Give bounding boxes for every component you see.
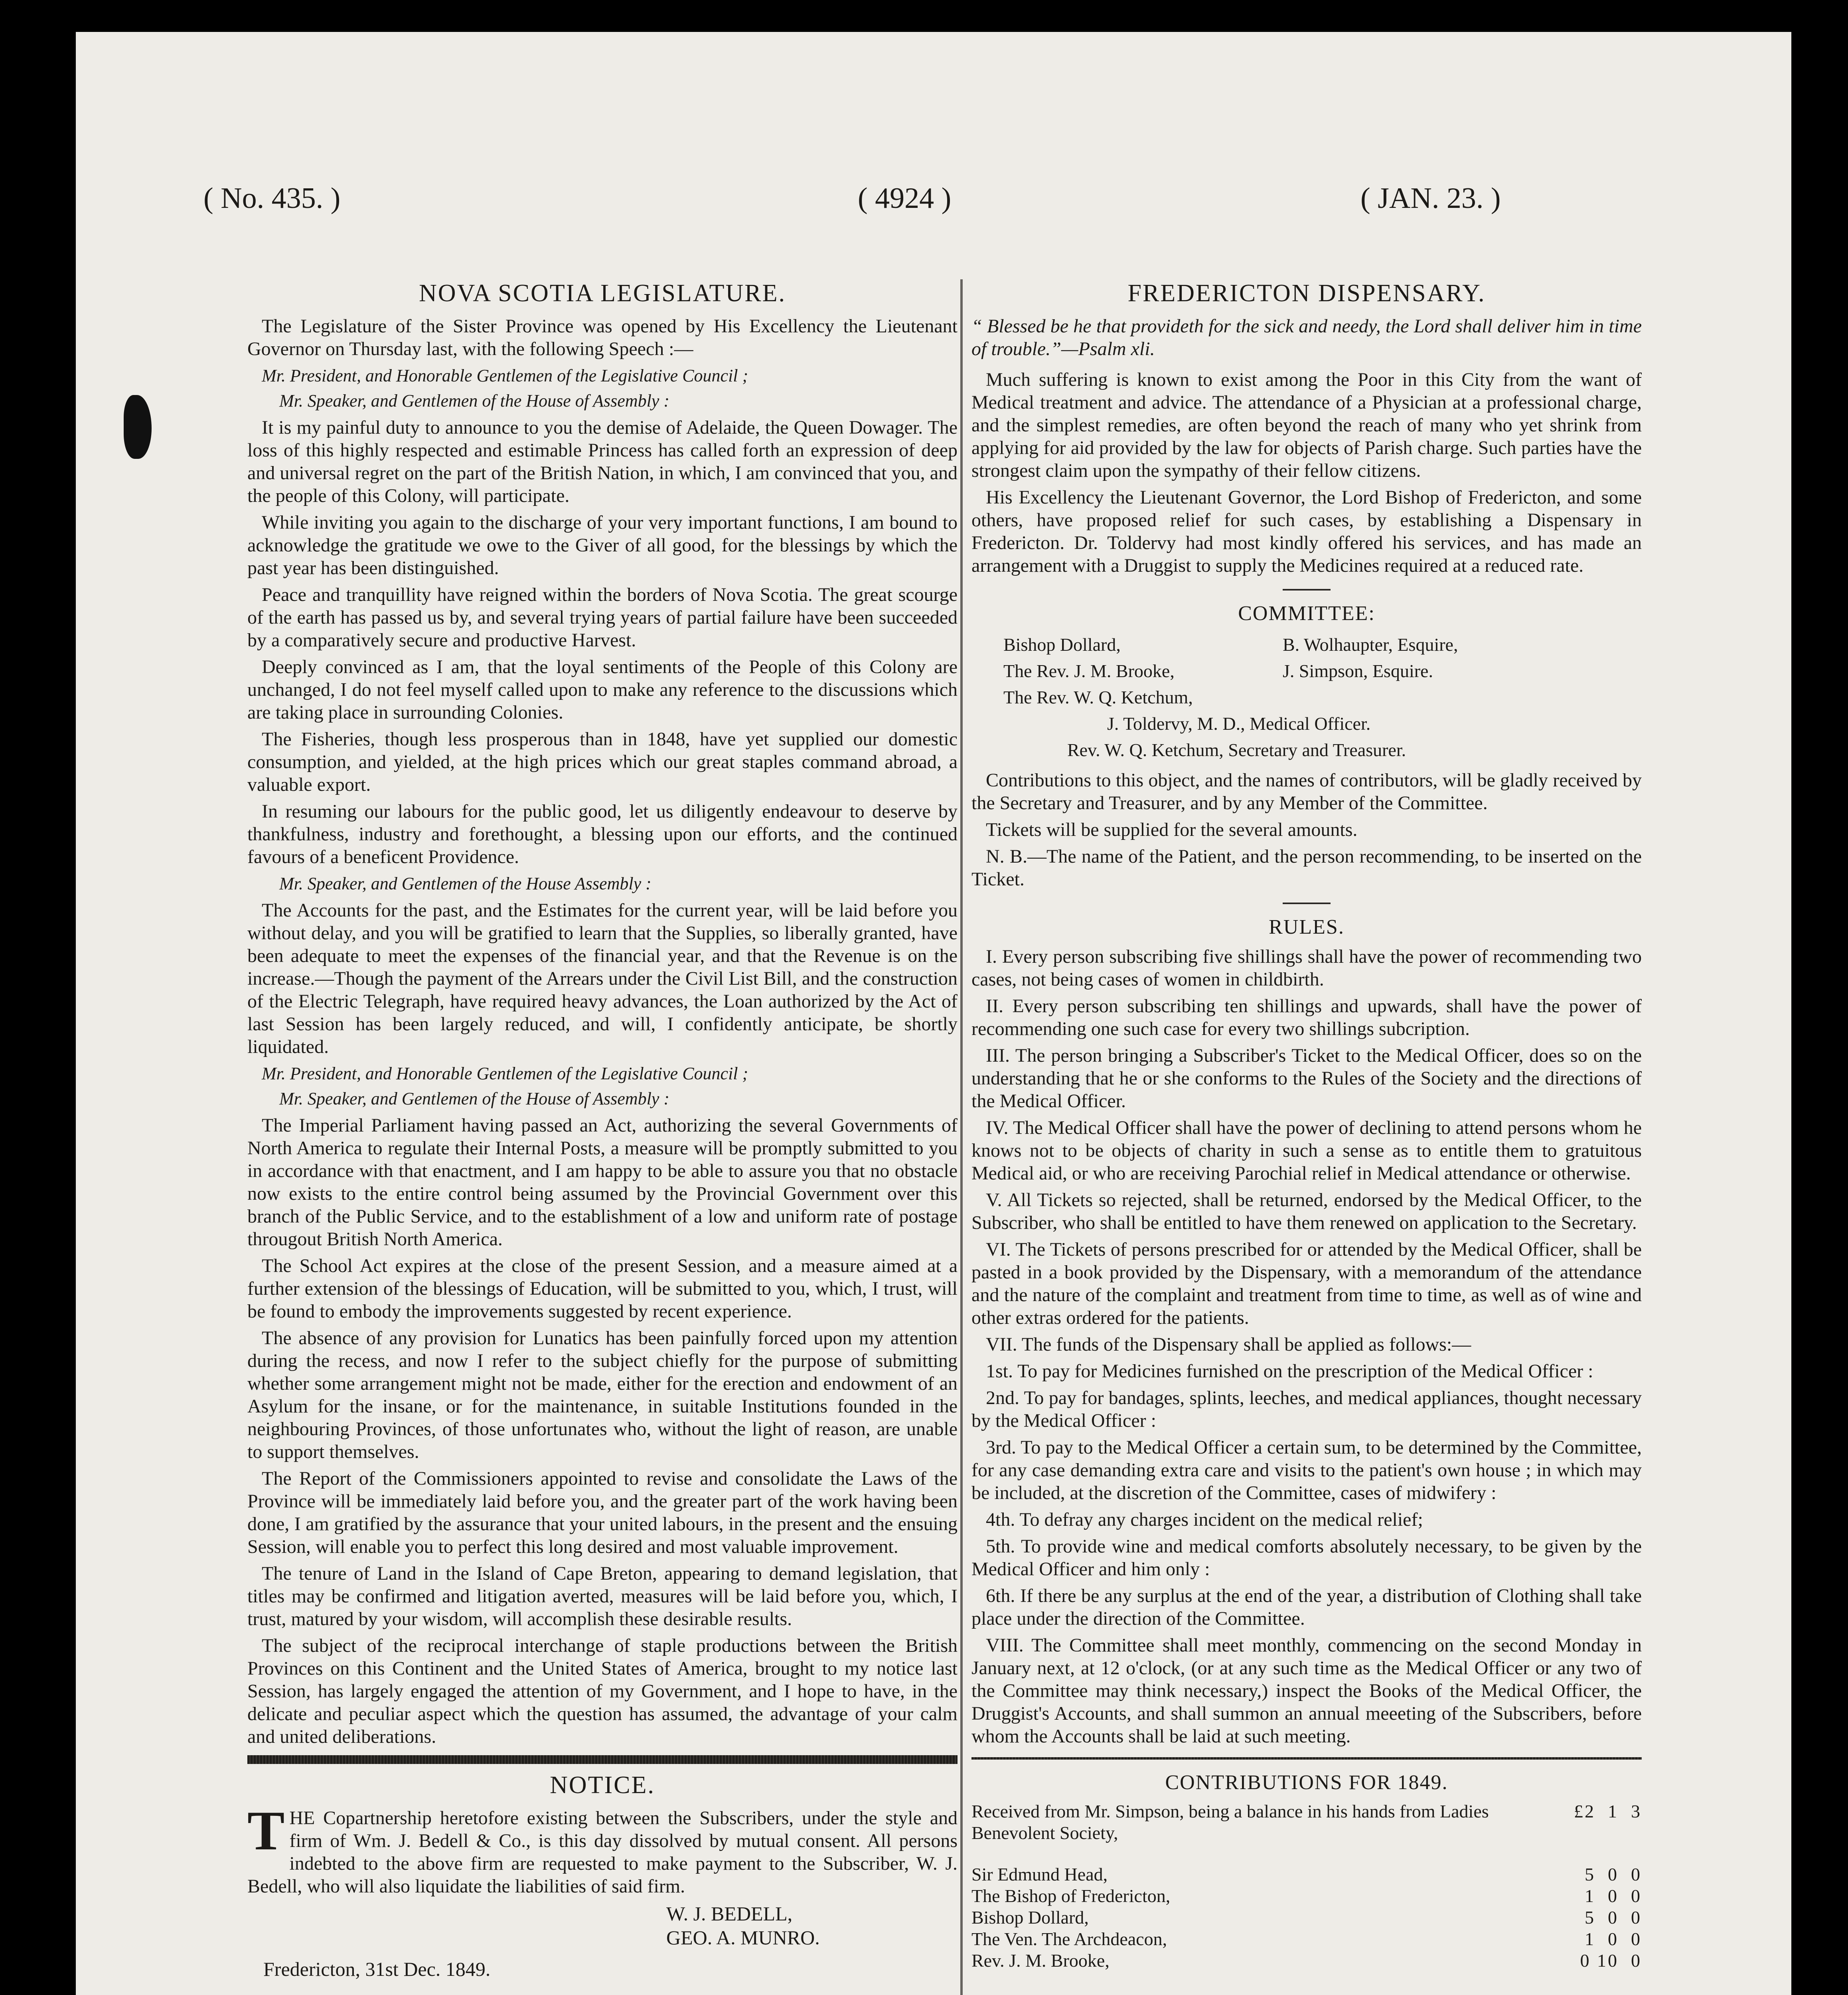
salutation: Mr. President, and Honorable Gentlemen of the Legislative Council ; — [262, 1064, 748, 1083]
committee-row — [971, 658, 1642, 684]
committee-row — [971, 737, 1642, 763]
speech-section-2 — [247, 899, 958, 1058]
contributor-name: Rev. J. M. Brooke, — [971, 1950, 1110, 1971]
rule-item: V. All Tickets so rejected, shall be returned, endorsed by the Medical Officer, to the Subscriber, who shall be entitled to have them renewed on application to the Secretary. — [971, 1189, 1642, 1233]
secretary-treasurer: Rev. W. Q. Ketchum, Secretary and Treasurer. — [1067, 740, 1406, 760]
rule-item: VIII. The Committee shall meet monthly, commencing on the second Monday in January next, at 12 o'clock, (or at any such time as the Medical Officer or any two of the Committee may think necessary,) inspect the Books of the Medical Officer, the Druggist's Accounts, and shall summon an annual meeeting of the Subscribers, before whom the Accounts shall be laid at such meeting. — [971, 1635, 1642, 1747]
contribution-amount: 1 0 0 — [1585, 1929, 1642, 1949]
contributor-name: The Ven. The Archdeacon, — [971, 1929, 1167, 1949]
page-number: ( 4924 ) — [858, 182, 952, 215]
dispensary-paragraph: Much suffering is known to exist among the Poor in this City from the want of Medical treatment and advice. The attendance of a Physician at a professional charge, and the simplest remedies, are often beyond the reach of many who yet shrink from applying for aid provided by the law for objects of Parish charge. Such parties have the strongest claim upon the sympathy of their fellow citizens. — [971, 369, 1642, 481]
speech-paragraph: The Fisheries, though less prosperous than in 1848, have yet supplied our domestic consumption, and yielded, at the high prices which our great staples command abroad, a valuable export. — [247, 729, 958, 795]
newspaper-page — [76, 32, 1791, 1995]
committee-member: The Rev. W. Q. Ketchum, — [1003, 687, 1193, 707]
signer: W. J. BEDELL, — [666, 1902, 793, 1925]
rule-item: VII. The funds of the Dispensary shall be applied as follows:— — [986, 1334, 1471, 1355]
nova-scotia-title: NOVA SCOTIA LEGISLATURE. — [419, 280, 786, 307]
rules-title: RULES. — [1269, 916, 1345, 938]
signer: GEO. A. MUNRO. — [666, 1926, 820, 1949]
contributions-table — [971, 1801, 1642, 1971]
salutation: Mr. Speaker, and Gentlemen of the House Assembly : — [279, 874, 652, 893]
ink-blot — [124, 395, 152, 459]
committee-row — [971, 711, 1642, 737]
committee-row — [971, 684, 1642, 711]
dispensary-intro — [971, 368, 1642, 577]
contributor-name: Sir Edmund Head, — [971, 1864, 1108, 1884]
speech-paragraph: The School Act expires at the close of the present Session, and a measure aimed at a further extension of the blessings of Education, will be submitted to you, which, I trust, will be found to embody the improvements suggested by recent experience. — [247, 1255, 958, 1322]
contribution-amount: 5 0 0 — [1585, 1864, 1642, 1884]
rule-item: 2nd. To pay for bandages, splints, leeches, and medical appliances, thought necessary by the Medical Officer : — [971, 1387, 1642, 1431]
dispensary-paragraph: His Excellency the Lieutenant Governor, the Lord Bishop of Fredericton, and some others, have proposed relief for such cases, by establishing a Dispensary in Fredericton. Dr. Toldervy had most kindly offered his services, and has made an arrangement with a Druggist to supply the Medicines required at a reduced rate. — [971, 487, 1642, 576]
contribution-amount: 5 0 0 — [1585, 1907, 1642, 1928]
dispensary-paragraph: N. B.—The name of the Patient, and the person recommending, to be inserted on the Ticket. — [971, 846, 1642, 890]
contribution-row — [971, 1885, 1642, 1907]
left-column — [247, 279, 958, 1981]
committee-member: J. Simpson, Esquire. — [1283, 661, 1433, 681]
contribution-amount: 0 10 0 — [1580, 1950, 1642, 1971]
rules-list — [971, 945, 1642, 1748]
speech-section-3 — [247, 1114, 958, 1748]
psalm-quote: “ Blessed be he that provideth for the sick and needy, the Lord shall deliver him in time of trouble.”—Psalm xli. — [971, 316, 1642, 359]
rule-item: III. The person bringing a Subscriber's Ticket to the Medical Officer, does so on the understanding that he or she conforms to the Rules of the Society and the directions of the Medical Officer. — [971, 1045, 1642, 1112]
contribution-amount: 1 0 0 — [1585, 1886, 1642, 1906]
rule-item: 6th. If there be any surplus at the end of the year, a distribution of Clothing shall take place under the direction of the Committee. — [971, 1585, 1642, 1629]
salutation: Mr. Speaker, and Gentlemen of the House of Assembly : — [279, 1089, 669, 1108]
column-divider — [960, 279, 963, 1995]
speech-paragraph: Deeply convinced as I am, that the loyal sentiments of the People of this Colony are unchanged, I do not feel myself called upon to make any reference to the discussions which are taking place in surrounding Colonies. — [247, 656, 958, 723]
contribution-row — [971, 1801, 1642, 1864]
contributor-name: The Bishop of Fredericton, — [971, 1886, 1171, 1906]
contribution-notes — [971, 769, 1642, 891]
issue-number: ( No. 435. ) — [203, 182, 341, 215]
speech-paragraph: While inviting you again to the discharge of your very important functions, I am bound to acknowledge the gratitude we owe to the Giver of all good, for the blessings by which the past year has been distinguished. — [247, 512, 958, 579]
drop-cap: T — [247, 1800, 285, 1862]
dispensary-title: FREDERICTON DISPENSARY. — [1127, 280, 1486, 307]
divider — [1283, 903, 1331, 904]
salutation: Mr. President, and Honorable Gentlemen of the Legislative Council ; — [262, 366, 748, 385]
rule-item: II. Every person subscribing ten shillings and upwards, shall have the power of recommending one such case for every two shillings subcription. — [971, 996, 1642, 1039]
rule-item: 5th. To provide wine and medical comforts absolutely necessary, to be given by the Medical Officer and him only : — [971, 1536, 1642, 1580]
speech-paragraph: The Report of the Commissioners appointed to revise and consolidate the Laws of the Province will be immediately laid before you, and the greater part of the work having been done, I am gratified by the assurance that your united labours, in the present and the ensuing Session, will enable you to perfect this long desired and most valuable improvement. — [247, 1468, 958, 1557]
speech-paragraph: Peace and tranquillity have reigned within the borders of Nova Scotia. The great scourge of the earth has passed us by, and several trying years of partial failure have been succeeded by a comparatively secure and productive Harvest. — [247, 584, 958, 651]
rule-item: IV. The Medical Officer shall have the power of declining to attend persons whom he knows not to be objects of charity in such a sense as to entitle them to gratuitous Medical aid, or who are receiving Parochial relief in Medical attendance or otherwise. — [971, 1117, 1642, 1184]
speech-paragraph: In resuming our labours for the public good, let us diligently endeavour to deserve by thankfulness, industry and forethought, a blessing upon our efforts, and the continued favours of a beneficent Providence. — [247, 801, 958, 867]
divider — [1283, 589, 1331, 591]
committee-member: B. Wolhaupter, Esquire, — [1283, 634, 1458, 655]
notice-body: HE Copartnership heretofore existing between the Subscribers, under the style and firm of Wm. J. Bedell & Co., is this day dissolved by mutual consent. All persons indebted to the above firm are requested to make payment to the Subscriber, W. J. Bedell, who will also liquidate the liabilities of said firm. — [247, 1807, 958, 1897]
rule-item: 4th. To defray any charges incident on the medical relief; — [986, 1509, 1423, 1530]
speech-section-1 — [247, 416, 958, 868]
issue-date: ( JAN. 23. ) — [1360, 182, 1501, 215]
rule-item: 3rd. To pay to the Medical Officer a certain sum, to be determined by the Committee, for any case demanding extra care and visits to the patient's own house ; in which may be included, at the discretion of the Committee, cases of midwifery : — [971, 1437, 1642, 1503]
committee-member: The Rev. J. M. Brooke, — [1003, 661, 1175, 681]
contributions-title: CONTRIBUTIONS FOR 1849. — [1165, 1771, 1448, 1794]
speech-paragraph: The tenure of Land in the Island of Cape Breton, appearing to demand legislation, that titles may be confirmed and litigation averted, measures will be laid before you, which, I trust, matured by your wisdom, will accomplish these desirable results. — [247, 1563, 958, 1630]
rule-item: I. Every person subscribing five shillings shall have the power of recommending two cases, not being cases of women in childbirth. — [971, 946, 1642, 990]
contribution-row — [971, 1928, 1642, 1950]
rule-item: 1st. To pay for Medicines furnished on the prescription of the Medical Officer : — [986, 1361, 1593, 1382]
speech-paragraph: The absence of any provision for Lunatics has been painfully forced upon my attention during the recess, and now I refer to the subject chiefly for the purpose of submitting whether some arrangement might not be made, either for the erection and endowment of an Asylum for the insane, or for the maintenance, in suitable Institutions founded in the neighbouring Provinces, of those unfortunates who, without the light of reason, are unable to support themselves. — [247, 1327, 958, 1462]
notice-dateline: Fredericton, 31st Dec. 1849. — [263, 1958, 491, 1980]
speech-paragraph: The subject of the reciprocal interchange of staple productions between the British Provinces on this Continent and the United States of America, brought to my notice last Session, has largely engaged the attention of my Government, and I hope to have, in the delicate and peculiar aspect which the question has assumed, the advantage of your calm and united deliberations. — [247, 1635, 958, 1747]
notice-title: NOTICE. — [550, 1772, 655, 1799]
dispensary-paragraph: Contributions to this object, and the names of contributors, will be gladly received by the Secretary and Treasurer, and by any Member of the Committee. — [971, 770, 1642, 814]
committee-member: Bishop Dollard, — [1003, 634, 1121, 655]
contribution-row — [971, 1864, 1642, 1885]
notice-text — [247, 1800, 958, 1898]
speech-paragraph: It is my painful duty to announce to you the demise of Adelaide, the Queen Dowager. The loss of this highly respected and estimable Princess has called forth an expression of deep and universal regret on the part of the British Nation, in which, I am convinced that you, and the people of this Colony, will participate. — [247, 417, 958, 506]
intro-paragraph: The Legislature of the Sister Province was opened by His Excellency the Lieutenant Governor on Thursday last, with the following Speech :— — [247, 316, 958, 359]
salutation: Mr. Speaker, and Gentlemen of the House of Assembly : — [279, 391, 669, 411]
contribution-amount: £2 1 3 — [1574, 1801, 1642, 1821]
rule-item: VI. The Tickets of persons prescribed for or attended by the Medical Officer, shall be pasted in a book provided by the Dispensary, with a memorandum of the attendance and the nature of the complaint and treatment from time to time, as well as of wine and other extras ordered for the patients. — [971, 1239, 1642, 1328]
committee-row — [971, 632, 1642, 658]
right-column — [971, 279, 1642, 1971]
contributor-name: Received from Mr. Simpson, being a balance in his hands from Ladies Benevolent Society, — [971, 1801, 1489, 1843]
section-divider — [971, 1757, 1642, 1760]
medical-officer: J. Toldervy, M. D., Medical Officer. — [1107, 713, 1371, 734]
speech-paragraph: The Imperial Parliament having passed an Act, authorizing the several Governments of North America to regulate their Internal Posts, a measure will be promptly submitted to you in accordance with that enactment, and I am happy to be able to assure you that no obstacle now exists to the entire control being assumed by the Provincial Government over this branch of the Public Service, and to the establishment of a low and uniform rate of postage througout British North America. — [247, 1115, 958, 1250]
section-divider — [247, 1755, 958, 1764]
contributor-name: Bishop Dollard, — [971, 1907, 1089, 1928]
dispensary-paragraph: Tickets will be supplied for the several amounts. — [986, 819, 1358, 840]
contribution-row — [971, 1950, 1642, 1971]
contribution-row — [971, 1907, 1642, 1928]
speech-paragraph: The Accounts for the past, and the Estimates for the current year, will be laid before you without delay, and you will be gratified to learn that the Supplies, so liberally granted, have been adequate to meet the expenses of the financial year, and that the Revenue is on the increase.—Though the payment of the Arrears under the Civil List Bill, and the construction of the Electric Telegraph, have required heavy advances, the Loan authorized by the Act of last Session has been largely reduced, and will, I confidently anticipate, be shortly liquidated. — [247, 900, 958, 1057]
committee-title: COMMITTEE: — [1238, 602, 1375, 625]
